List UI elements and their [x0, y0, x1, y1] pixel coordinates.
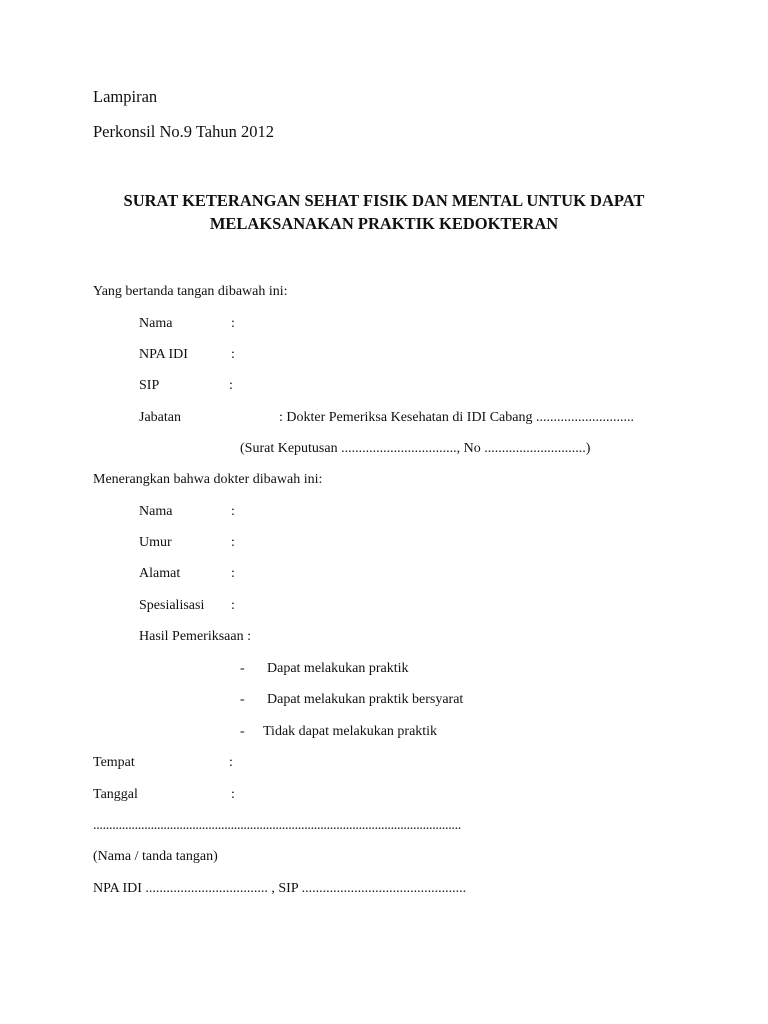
- decree-reference: (Surat Keputusan ................................., No .............................): [240, 441, 591, 456]
- regulation-reference: Perkonsil No.9 Tahun 2012: [93, 122, 274, 141]
- examinee-name-label: Nama: [139, 504, 173, 519]
- signer-position-value: : Dokter Pemeriksa Kesehatan di IDI Cabang ............................: [279, 410, 634, 425]
- examinee-name-colon: :: [231, 504, 235, 519]
- signer-sip-colon: :: [229, 378, 233, 393]
- examinee-specialization-label: Spesialisasi: [139, 598, 205, 613]
- examinee-intro: Menerangkan bahwa dokter dibawah ini:: [93, 472, 323, 487]
- appendix-label: Lampiran: [93, 87, 158, 106]
- examinee-address-label: Alamat: [139, 566, 181, 581]
- examinee-age-colon: :: [231, 535, 235, 550]
- place-label: Tempat: [93, 755, 135, 770]
- examinee-age-label: Umur: [139, 535, 172, 550]
- document-title-line1: SURAT KETERANGAN SEHAT FISIK DAN MENTAL UNTUK DAPAT: [123, 191, 645, 210]
- result-option-conditional: Dapat melakukan praktik bersyarat: [267, 692, 464, 707]
- signer-sip-label: SIP: [139, 378, 160, 393]
- signature-line: ...................................................................................................................: [93, 818, 462, 833]
- npa-sip-line: NPA IDI ................................... , SIP ...............................................: [93, 881, 467, 896]
- result-option-cannot-practice: Tidak dapat melakukan praktik: [263, 724, 438, 739]
- signer-npa-colon: :: [231, 347, 235, 362]
- signer-position-label: Jabatan: [139, 410, 181, 425]
- date-label: Tanggal: [93, 787, 138, 802]
- document-title-line2: MELAKSANAKAN PRAKTIK KEDOKTERAN: [209, 214, 559, 233]
- place-colon: :: [229, 755, 233, 770]
- signer-name-colon: :: [231, 316, 235, 331]
- result-option-bullet: -: [240, 692, 245, 707]
- signer-npa-label: NPA IDI: [139, 347, 188, 362]
- examinee-specialization-colon: :: [231, 598, 235, 613]
- examinee-address-colon: :: [231, 566, 235, 581]
- date-colon: :: [231, 787, 235, 802]
- result-option-can-practice: Dapat melakukan praktik: [267, 661, 409, 676]
- signer-intro: Yang bertanda tangan dibawah ini:: [93, 284, 288, 299]
- exam-result-label: Hasil Pemeriksaan :: [139, 629, 251, 644]
- signature-caption: (Nama / tanda tangan): [93, 849, 218, 864]
- signer-name-label: Nama: [139, 316, 173, 331]
- result-option-bullet: -: [240, 724, 245, 739]
- result-option-bullet: -: [240, 661, 245, 676]
